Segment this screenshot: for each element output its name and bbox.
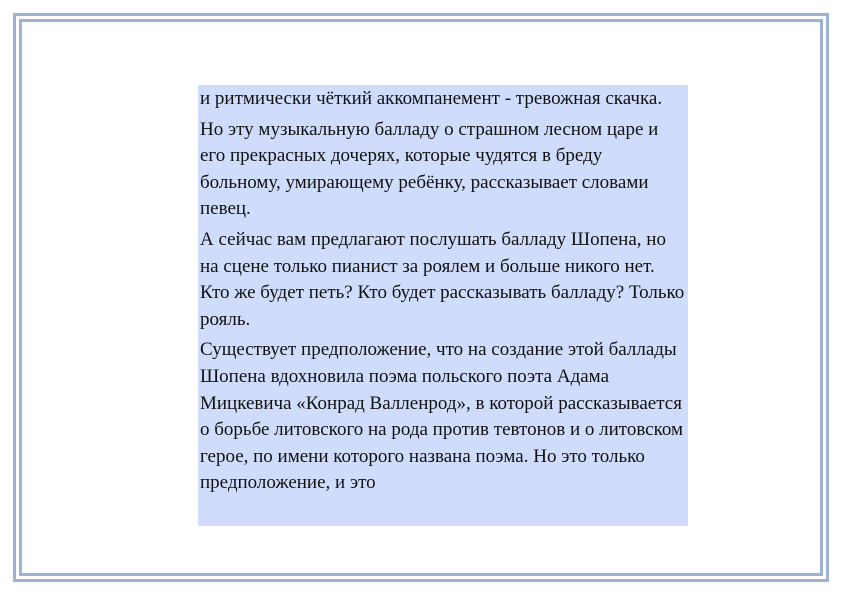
- paragraph-2: Но эту музыкальную балладу о страшном лесном царе и его прекрасных дочерях, которые чудятся в бреду больному, умирающему ребёнку, рассказывает словами певец.: [200, 118, 659, 220]
- highlighted-text-block: [198, 85, 688, 526]
- paragraph-1: и ритмически чёткий аккомпанемент - тревожная скачка.: [200, 88, 663, 109]
- paragraph-3: А сейчас вам предлагают послушать балладу Шопена, но на сцене только пианист за роялем и больше никого нет. Кто же будет петь? Кто будет рассказывать балладу? Только рояль.: [200, 228, 685, 330]
- paragraph-4: Существует предположение, что на создание этой баллады Шопена вдохновила поэма польского поэта Адама Мицкевича «Конрад Валленрод», в которой рассказывается о борьбе литовского на рода против тевтонов и о литовском герое, по имени которого названа поэма. Но это только предположение, и это: [200, 339, 684, 494]
